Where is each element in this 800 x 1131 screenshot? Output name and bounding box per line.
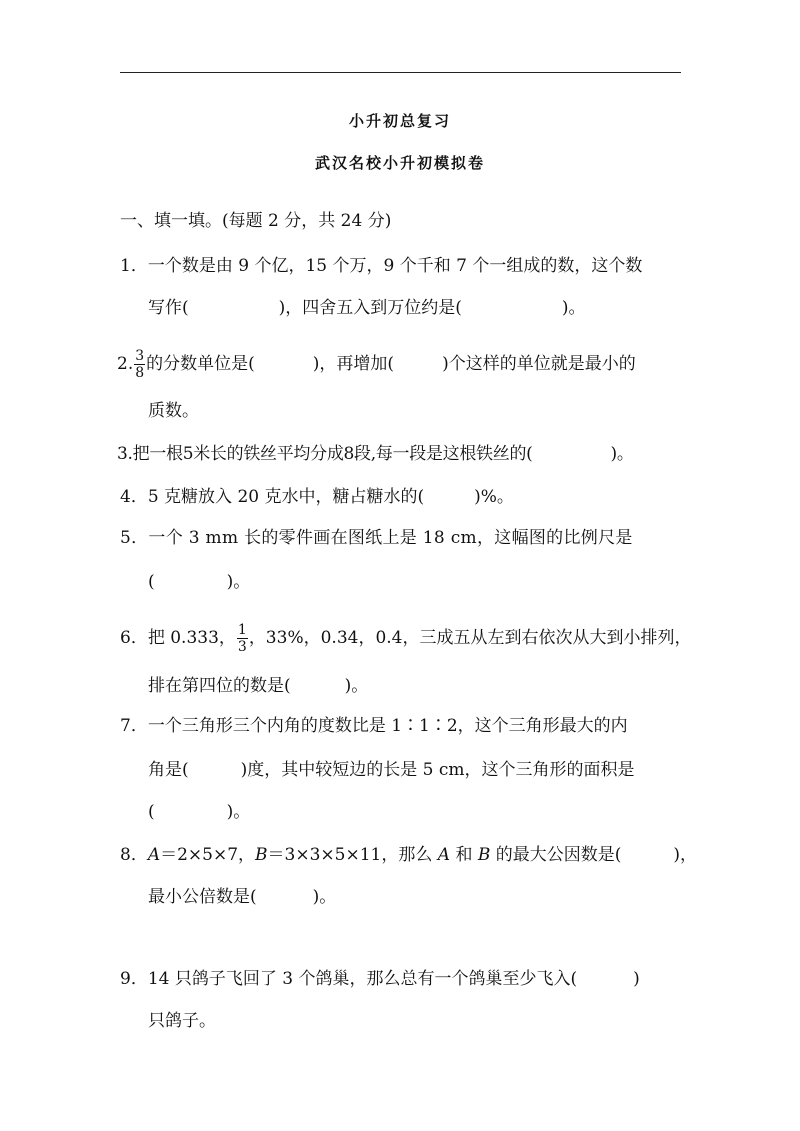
q6-text-b: ，33%，0.34，0.4，三成五从左到右依次从大到小排列， <box>248 628 692 648</box>
q7-text-a: 角是( <box>148 760 189 780</box>
page-title: 小升初总复习 <box>348 112 451 130</box>
q7-text-c: ( <box>148 802 155 822</box>
q9-line2: 只鸽子。 <box>148 1011 216 1031</box>
q7-line2 <box>148 760 635 780</box>
q7-line1: 7．一个三角形三个内角的度数比是 1∶1∶2，这个三角形最大的内 <box>120 716 628 736</box>
q8-var-a: A <box>147 845 161 865</box>
q1-text-a: 写作( <box>148 298 189 318</box>
q8-text-e: )， <box>673 845 698 865</box>
q3-text-a: 3.把一根5米长的铁丝平均分成8段,每一段是这根铁丝的( <box>117 444 533 464</box>
q1-line2 <box>148 298 586 318</box>
q8-line2 <box>148 887 336 907</box>
q7-line3 <box>148 802 250 822</box>
q4-text-a: 4．5 克糖放入 20 克水中，糖占糖水的( <box>120 487 425 507</box>
q4-line1 <box>120 487 514 507</box>
q6-line1 <box>120 622 691 655</box>
q6-text-a: 6．把 0.333， <box>120 628 236 648</box>
q9-text-a: 9．14 只鸽子飞回了 3 个鸽巢，那么总有一个鸽巢至少飞入( <box>120 969 578 989</box>
q8-number: 8． <box>120 845 148 865</box>
q2-text-c: )个这样的单位就是最小的 <box>442 354 636 374</box>
q2-line1 <box>117 348 636 381</box>
q6-text-c: 排在第四位的数是( <box>148 676 291 696</box>
q2-fraction <box>134 348 145 381</box>
q5-text-b: )。 <box>226 572 251 592</box>
q2-text-b: )，再增加( <box>312 354 395 374</box>
q6-line2 <box>148 676 368 696</box>
q8-line1 <box>120 845 697 865</box>
q8-text-d: 的最大公因数是( <box>490 845 622 865</box>
q1-text-b: )，四舍五入到万位约是( <box>278 298 462 318</box>
q8-text-g: )。 <box>312 887 337 907</box>
q8-text-a: ＝2×5×7， <box>160 845 256 865</box>
q5-line1: 5．一个 3 mm 长的零件画在图纸上是 18 cm，这幅图的比例尺是 <box>120 528 633 548</box>
q2-line2: 质数。 <box>148 401 199 421</box>
q8-var-b: B <box>255 845 268 865</box>
header-rule <box>120 72 681 73</box>
q5-text-a: ( <box>148 572 155 592</box>
q7-text-b: )度，其中较短边的长是 5 cm，这个三角形的面积是 <box>240 760 635 780</box>
q8-var-b-2: B <box>477 845 491 865</box>
q1-text-c: )。 <box>561 298 586 318</box>
q6-text-d: )。 <box>344 676 369 696</box>
q8-var-a-2: A <box>437 845 451 865</box>
q5-line2 <box>148 572 250 592</box>
q6-fraction-numerator: 1 <box>237 622 247 638</box>
q7-text-d: )。 <box>226 802 251 822</box>
q2-number: 2. <box>117 354 134 374</box>
q8-text-c: 和 <box>450 845 478 865</box>
q3-line1 <box>117 444 634 464</box>
q9-text-b: ) <box>633 969 640 989</box>
q8-text-f: 最小公倍数是( <box>148 887 257 907</box>
section-heading: 一、填一填。(每题 2 分，共 24 分) <box>120 211 392 231</box>
q1-line1: 1．一个数是由 9 个亿，15 个万，9 个千和 7 个一组成的数，这个数 <box>120 256 643 276</box>
page-subtitle: 武汉名校小升初模拟卷 <box>314 154 485 172</box>
q2-fraction-numerator: 3 <box>135 348 145 364</box>
q4-text-b: )%。 <box>474 487 514 507</box>
q6-fraction <box>237 622 248 655</box>
q6-fraction-denominator: 3 <box>237 639 247 655</box>
q8-text-b: ＝3×3×5×11，那么 <box>267 845 438 865</box>
q2-text-a: 的分数单位是( <box>146 354 255 374</box>
q2-fraction-denominator: 8 <box>135 365 145 381</box>
q9-line1 <box>120 969 640 989</box>
q3-text-b: )。 <box>610 444 634 464</box>
